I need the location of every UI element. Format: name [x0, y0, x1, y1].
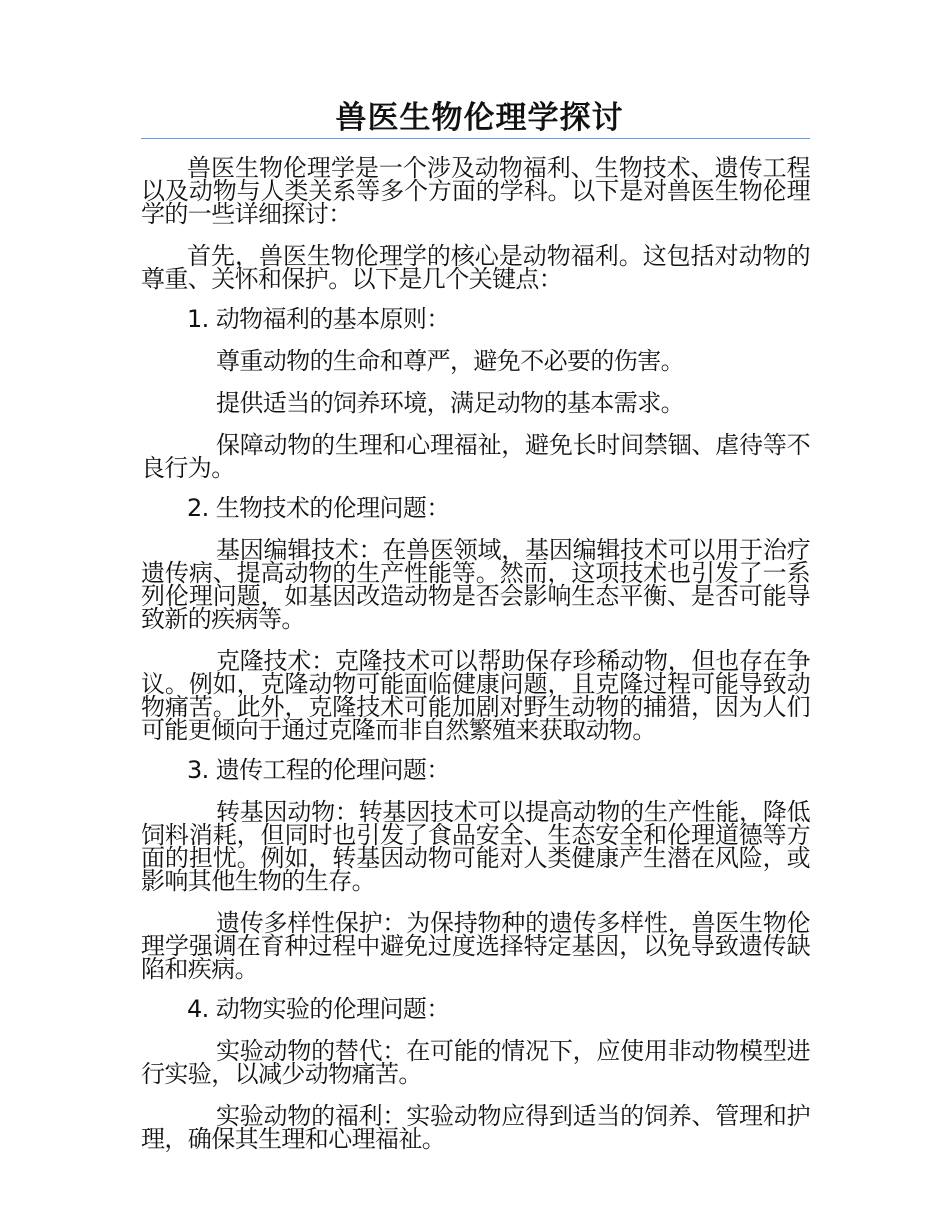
first-paragraph: 首先，兽医生物伦理学的核心是动物福利。这包括对动物的尊重、关怀和保护。以下是几个关键点： [141, 242, 810, 293]
section-1-item-3: 保障动物的生理和心理福祉，避免长时间禁锢、虐待等不良行为。 [141, 431, 810, 482]
section-2-item-1: 基因编辑技术：在兽医领域，基因编辑技术可以用于治疗遗传病、提高动物的生产性能等。然而，这项技术也引发了一系列伦理问题，如基因改造动物是否会影响生态平衡、是否可能导致新的疾病等。 [141, 536, 810, 633]
section-1-item-1: 尊重动物的生命和尊严，避免不必要的伤害。 [216, 347, 684, 375]
section-3-item-1: 转基因动物：转基因技术可以提高动物的生产性能，降低饲料消耗，但同时也引发了食品安全、生态安全和伦理道德等方面的担忧。例如，转基因动物可能对人类健康产生潜在风险，或影响其他生物的生存。 [141, 798, 810, 895]
section-4-item-1: 实验动物的替代：在可能的情况下，应使用非动物模型进行实验，以减少动物痛苦。 [141, 1037, 810, 1088]
document-title: 兽医生物伦理学探讨 [335, 100, 624, 136]
section-2-item-2: 克隆技术：克隆技术可以帮助保存珍稀动物，但也存在争议。例如，克隆动物可能面临健康问题，且克隆过程可能导致动物痛苦。此外，克隆技术可能加剧对野生动物的捕猎，因为人们可能更倾向于通过克隆而非自然繁殖来获取动物。 [141, 647, 810, 744]
section-3-item-2: 遗传多样性保护：为保持物种的遗传多样性，兽医生物伦理学强调在育种过程中避免过度选择特定基因，以免导致遗传缺陷和疾病。 [141, 909, 810, 983]
title-underline [141, 138, 810, 139]
section-1-item-2: 提供适当的饲养环境，满足动物的基本需求。 [216, 389, 684, 417]
section-heading-3: 3. 遗传工程的伦理问题： [187, 756, 450, 784]
intro-paragraph: 兽医生物伦理学是一个涉及动物福利、生物技术、遗传工程以及动物与人类关系等多个方面的学科。以下是对兽医生物伦理学的一些详细探讨： [141, 154, 810, 228]
section-heading-1: 1. 动物福利的基本原则： [187, 305, 450, 333]
section-heading-2: 2. 生物技术的伦理问题： [187, 494, 450, 522]
section-4-item-2: 实验动物的福利：实验动物应得到适当的饲养、管理和护理，确保其生理和心理福祉。 [141, 1102, 810, 1153]
section-heading-4: 4. 动物实验的伦理问题： [187, 995, 450, 1023]
document-page [141, 98, 810, 1151]
